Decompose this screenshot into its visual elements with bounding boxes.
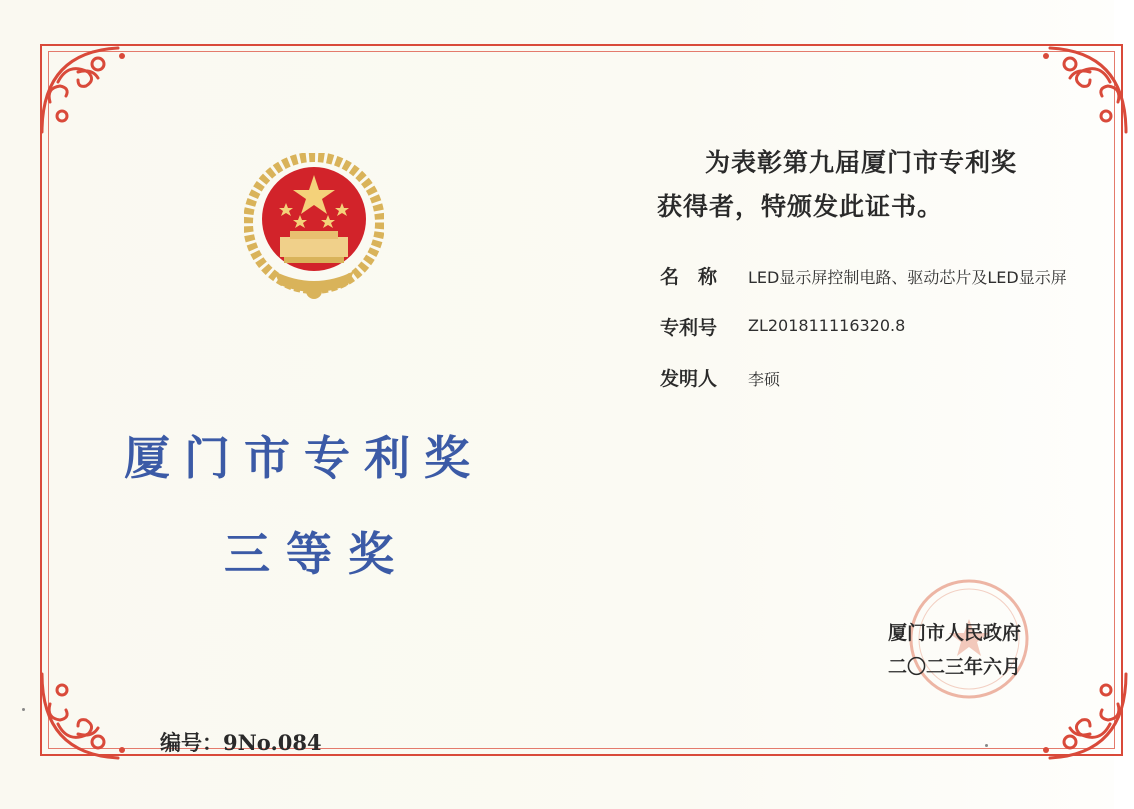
intro-line-1: 为表彰第九届厦门市专利奖 (705, 148, 1018, 177)
patent-number-value: ZL201811116320.8 (748, 316, 906, 335)
name-value: LED显示屏控制电路、驱动芯片及LED显示屏 (748, 268, 1067, 287)
patent-number-label: 专利号 (660, 317, 718, 339)
inventor-value: 李硕 (748, 370, 781, 389)
award-rank: 三等奖 (224, 527, 410, 581)
issue-date: 二〇二三年六月 (888, 656, 1022, 678)
intro-line-2: 获得者，特颁发此证书。 (657, 192, 944, 221)
serial-number: 编号：9No.084 (160, 730, 322, 755)
scan-speck (22, 708, 25, 711)
inventor-label: 发明人 (660, 368, 718, 390)
corner-ornament-icon (38, 42, 138, 142)
name-label: 名 称 (660, 266, 718, 288)
scan-speck (985, 744, 988, 747)
corner-ornament-icon (1030, 664, 1130, 764)
national-emblem-icon (244, 153, 384, 303)
corner-ornament-icon (1030, 42, 1130, 142)
issuer: 厦门市人民政府 (888, 622, 1022, 644)
corner-ornament-icon (38, 664, 138, 764)
award-title: 厦门市专利奖 (124, 431, 484, 485)
